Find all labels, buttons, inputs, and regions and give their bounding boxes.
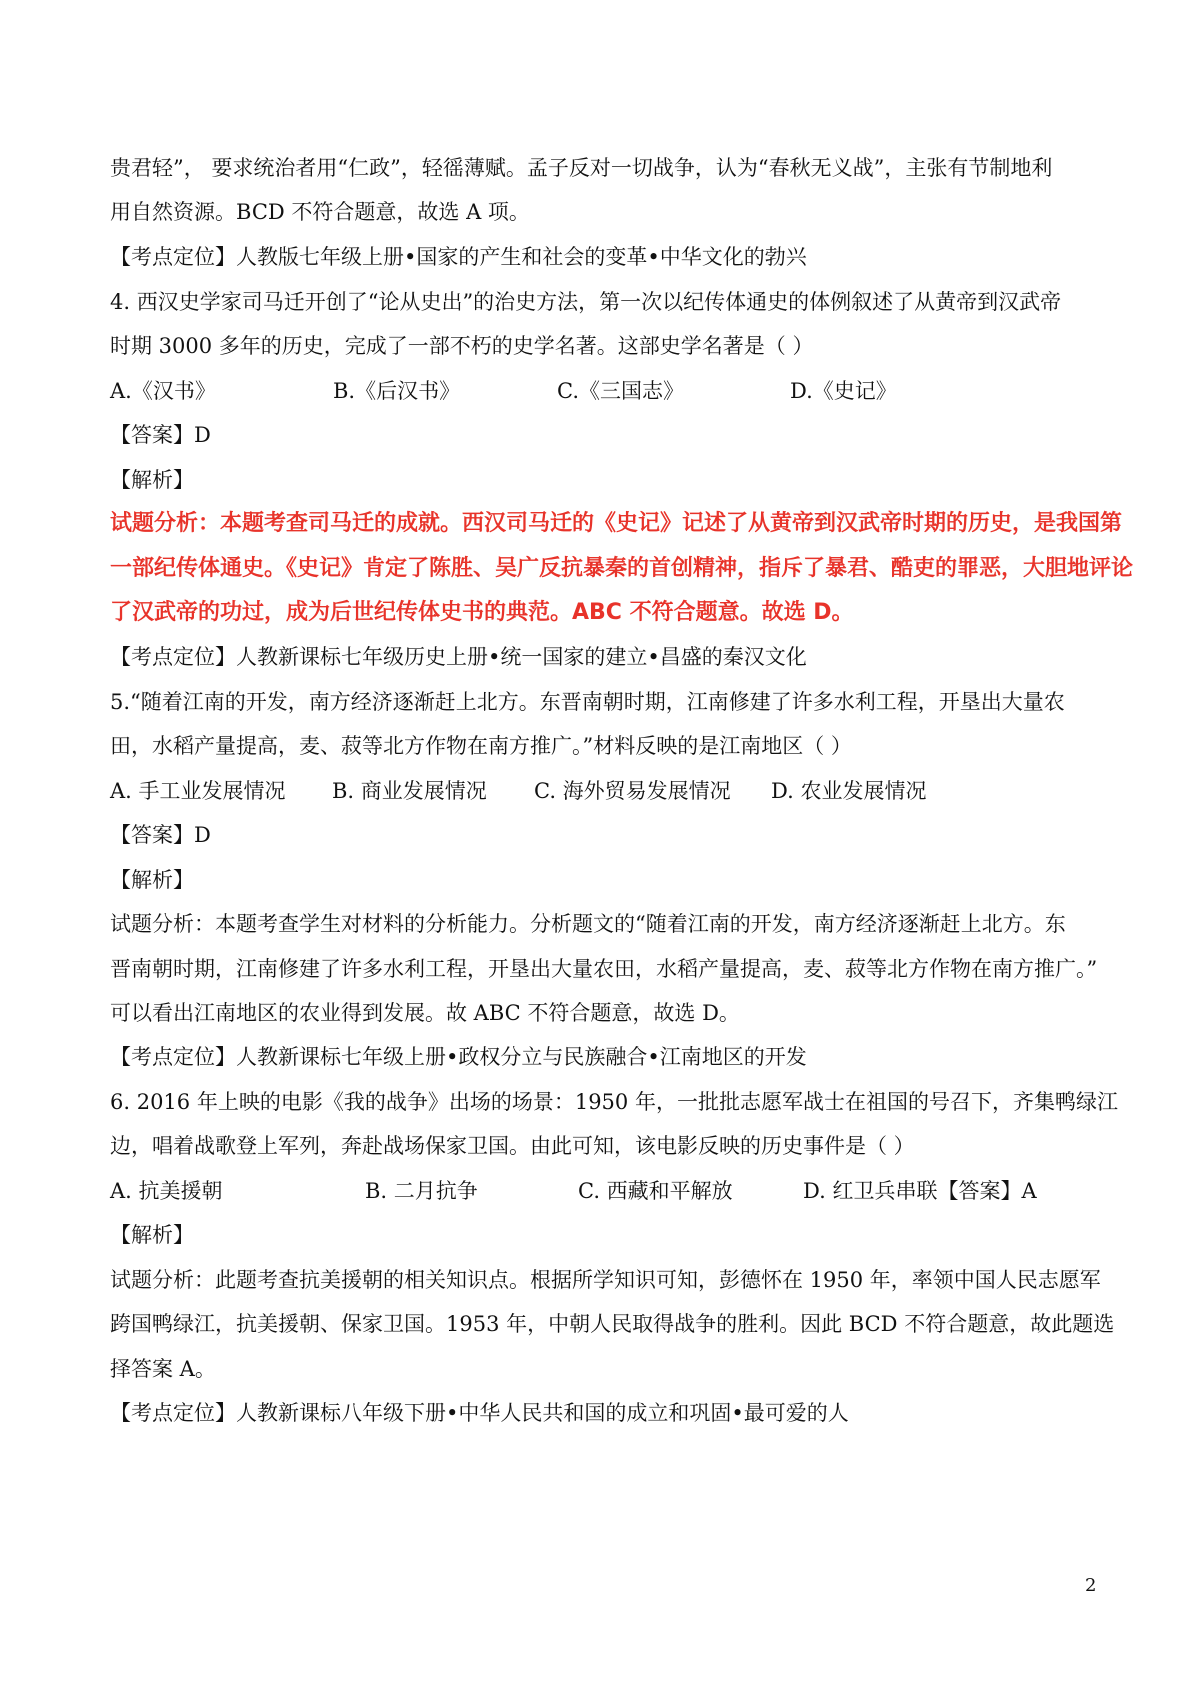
question-4-text: 4. 西汉史学家司马迁开创了“论从史出”的治史方法，第一次以纪传体通史的体例叙述了从黄帝到汉武帝 — [110, 290, 1062, 314]
question-6-text: 6. 2016 年上映的电影《我的战争》出场的场景：1950 年，一批批志愿军战士在祖国的号召下，齐集鸭绿江 — [110, 1090, 1118, 1114]
q5-jiexi-label: 【解析】 — [110, 868, 194, 892]
q5-option-c: C. 海外贸易发展情况 — [534, 779, 731, 803]
q5-analysis-line: 试题分析：本题考查学生对材料的分析能力。分析题文的“随着江南的开发，南方经济逐渐赶上北方。东 — [110, 912, 1066, 936]
page-number: 2 — [1085, 1575, 1097, 1596]
q5-kaodian: 【考点定位】人教新课标七年级上册•政权分立与民族融合•江南地区的开发 — [110, 1045, 807, 1069]
question-4-text: 时期 3000 多年的历史，完成了一部不朽的史学名著。这部史学名著是（ ） — [110, 334, 814, 358]
q4-analysis-line: 了汉武帝的功过，成为后世纪传体史书的典范。ABC 不符合题意。故选 D。 — [110, 600, 854, 625]
text-line: 贵君轻”， 要求统治者用“仁政”，轻徭薄赋。孟子反对一切战争，认为“春秋无义战”，主张有节制地利 — [110, 156, 1053, 180]
text-line: 用自然资源。BCD 不符合题意，故选 A 项。 — [110, 200, 530, 224]
q6-analysis-line: 择答案 A。 — [110, 1357, 216, 1381]
q4-analysis-line: 试题分析：本题考查司马迁的成就。西汉司马迁的《史记》记述了从黄帝到汉武帝时期的历史，是我国第 — [110, 511, 1123, 536]
question-5-text: 田，水稻产量提高，麦、菽等北方作物在南方推广。”材料反映的是江南地区（ ） — [110, 734, 852, 758]
q5-analysis-line: 晋南朝时期，江南修建了许多水利工程，开垦出大量农田，水稻产量提高，麦、菽等北方作物在南方推广。” — [110, 957, 1098, 981]
q6-jiexi-label: 【解析】 — [110, 1223, 194, 1247]
question-6-text: 边，唱着战歌登上军列，奔赴战场保家卫国。由此可知，该电影反映的历史事件是（ ） — [110, 1134, 915, 1158]
q4-jiexi-label: 【解析】 — [110, 468, 194, 492]
q4-option-a: A.《汉书》 — [110, 379, 216, 403]
q6-kaodian: 【考点定位】人教新课标八年级下册•中华人民共和国的成立和巩固•最可爱的人 — [110, 1401, 849, 1425]
q4-kaodian: 【考点定位】人教新课标七年级历史上册•统一国家的建立•昌盛的秦汉文化 — [110, 645, 807, 669]
q6-option-b: B. 二月抗争 — [365, 1179, 478, 1203]
q4-analysis-line: 一部纪传体通史。《史记》肯定了陈胜、吴广反抗暴秦的首创精神，指斥了暴君、酷吏的罪恶，大胆地评论 — [110, 556, 1134, 581]
q5-option-b: B. 商业发展情况 — [332, 779, 487, 803]
q5-analysis-line: 可以看出江南地区的农业得到发展。故 ABC 不符合题意，故选 D。 — [110, 1001, 740, 1025]
q5-option-a: A. 手工业发展情况 — [110, 779, 286, 803]
q4-option-d: D.《史记》 — [790, 379, 897, 403]
q6-analysis-line: 试题分析：此题考查抗美援朝的相关知识点。根据所学知识可知，彭德怀在 1950 年，率领中国人民志愿军 — [110, 1268, 1101, 1292]
q6-analysis-line: 跨国鸭绿江，抗美援朝、保家卫国。1953 年，中朝人民取得战争的胜利。因此 BCD 不符合题意，故此题选 — [110, 1312, 1115, 1336]
q5-answer: 【答案】D — [110, 823, 211, 847]
q6-option-a: A. 抗美援朝 — [110, 1179, 223, 1203]
kaodian-label: 【考点定位】人教版七年级上册•国家的产生和社会的变革•中华文化的勃兴 — [110, 245, 807, 269]
q6-option-d-and-answer: D. 红卫兵串联【答案】A — [803, 1179, 1037, 1203]
question-5-text: 5.“随着江南的开发，南方经济逐渐赶上北方。东晋南朝时期，江南修建了许多水利工程，开垦出大量农 — [110, 690, 1065, 714]
q4-answer: 【答案】D — [110, 423, 211, 447]
q5-option-d: D. 农业发展情况 — [771, 779, 927, 803]
q4-option-b: B.《后汉书》 — [333, 379, 461, 403]
q6-option-c: C. 西藏和平解放 — [578, 1179, 733, 1203]
q4-option-c: C.《三国志》 — [557, 379, 684, 403]
